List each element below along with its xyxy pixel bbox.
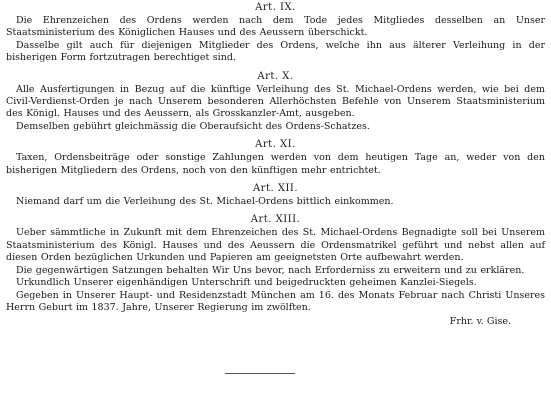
signature: Frhr. v. Gise. — [449, 316, 511, 328]
article-paragraph: Die Ehrenzeichen des Ordens werden nach dem Tode jedes Mitgliedes desselben an Unser Staatsministerium des Königlichen Hauses und des Aeussern überschickt. — [6, 15, 545, 39]
document-page — [6, 0, 545, 400]
article-paragraph: Gegeben in Unserer Haupt- und Residenzstadt München am 16. des Monats Februar nach Christi Unseres Herrn Geburt im 1837. Jahre, Unserer Regierung im zwölften. — [6, 289, 545, 313]
article-paragraph: Dasselbe gilt auch für diejenigen Mitglieder des Ordens, welche ihn aus älterer Verleihung in der bisherigen Form fortzutragen berechtiget sind. — [6, 39, 545, 64]
article-paragraph: Ueber sämmtliche in Zukunft mit dem Ehrenzeichen des St. Michael-Ordens Begnadigte soll bei Unserem Staatsministerium des Königl. Hauses und des Aeussern die Ordensmatrikel geführt und nebst allen auf diesen Orden bezüglichen Urkunden und Papieren am geeignetsten Orte aufbewahrt werden. — [6, 227, 545, 264]
article-heading: Art. IX. — [255, 2, 296, 13]
article-heading: Art. XIII. — [250, 214, 301, 226]
article-heading: Art. XI. — [255, 139, 296, 151]
article-paragraph: Alle Ausfertigungen in Bezug auf die künftige Verleihung des St. Michael-Ordens werden, wie bei dem Civil-Verdienst-Orden je nach Unserem besonderen Allerhöchsten Befehle von Unserem Staatsministerium des Königl. Hauses und des Aeussern, als Grosskanzler-Amt, ausgeben. — [6, 83, 545, 120]
closing-rule — [225, 373, 295, 374]
article-paragraph: Taxen, Ordensbeiträge oder sonstige Zahlungen werden von dem heutigen Tage an, weder von den bisherigen Mitgliedern des Ordens, noch von den künftigen mehr entrichtet. — [6, 152, 545, 176]
article-paragraph: Niemand darf um die Verleihung des St. Michael-Ordens bittlich einkommen. — [16, 196, 394, 208]
article-heading: Art. XII. — [252, 183, 299, 195]
article-paragraph: Urkundlich Unserer eigenhändigen Unterschrift und beigedruckten geheimen Kanzlei-Siegels. — [16, 277, 477, 289]
article-paragraph: Die gegenwärtigen Satzungen behalten Wir Uns bevor, nach Erforderniss zu erweitern und zu erklären. — [16, 264, 525, 276]
article-paragraph: Demselben gebührt gleichmässig die Oberaufsicht des Ordens-Schatzes. — [16, 120, 370, 132]
article-heading: Art. X. — [257, 70, 294, 82]
